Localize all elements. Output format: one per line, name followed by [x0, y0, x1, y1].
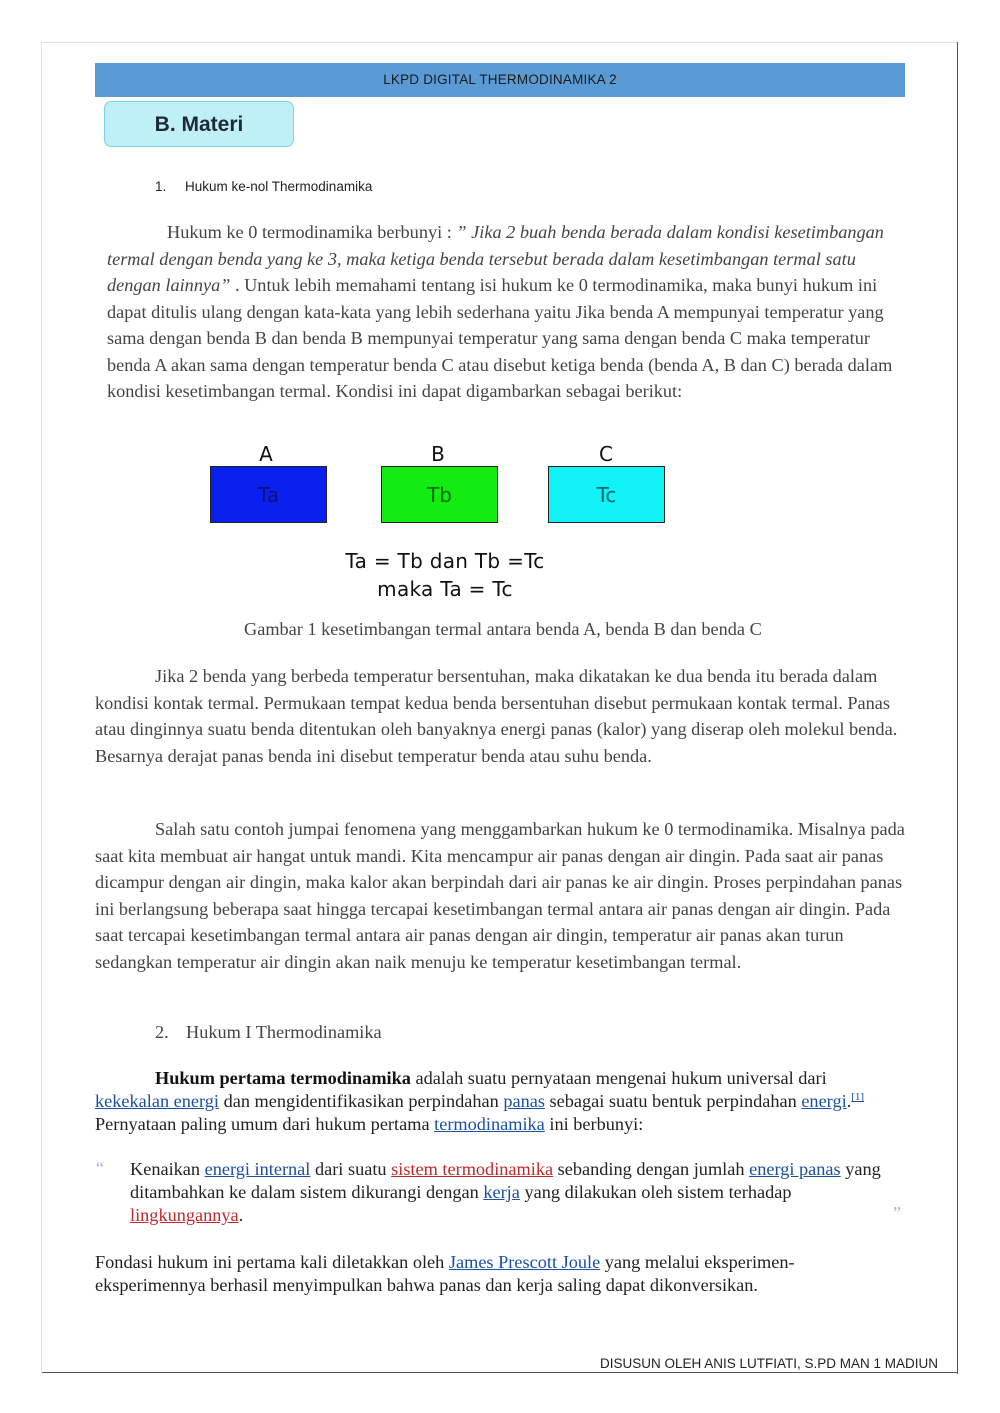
link-lingkungannya[interactable]: lingkungannya: [130, 1205, 239, 1225]
box-a: [210, 466, 327, 523]
link-energi-panas[interactable]: energi panas: [749, 1159, 841, 1179]
page-border-left: [41, 42, 42, 1372]
reference-1-link[interactable]: [1]: [851, 1090, 865, 1103]
section1-paragraph: [107, 219, 907, 405]
p3-text-1: Fondasi hukum ini pertama kali diletakkan oleh: [95, 1252, 449, 1272]
footer-author: DISUSUN OLEH ANIS LUTFIATI, S.PD MAN 1 MADIUN: [600, 1356, 939, 1371]
section2-paragraph-1: [95, 1067, 905, 1136]
q-text-2: dari suatu: [310, 1159, 392, 1179]
section1-number: 1.: [155, 179, 167, 194]
paragraph-2: [95, 663, 905, 769]
box-c-label: C: [599, 442, 613, 466]
box-b-text: Tb: [427, 483, 452, 507]
link-james-prescott-joule[interactable]: James Prescott Joule: [448, 1252, 601, 1272]
box-c-text: Tc: [596, 483, 617, 507]
link-energi[interactable]: energi: [801, 1091, 847, 1111]
box-b-label: B: [431, 442, 445, 466]
p1-text-4: .: [846, 1091, 852, 1111]
q-text-1: Kenaikan: [130, 1159, 205, 1179]
section2-title: Hukum I Thermodinamika: [186, 1022, 382, 1042]
q-text-6: .: [238, 1205, 244, 1225]
close-quote-icon: ”: [893, 1203, 901, 1223]
link-panas[interactable]: panas: [503, 1091, 545, 1111]
header-title: LKPD DIGITAL THERMODINAMIKA 2: [383, 72, 617, 87]
link-energi-internal[interactable]: energi internal: [204, 1159, 311, 1179]
section2-number: 2.: [155, 1022, 169, 1042]
q-text-4: yang ditambahkan ke dalam sistem dikurangi dengan: [130, 1159, 881, 1202]
p1-text-1: adalah suatu pernyataan mengenai hukum universal dari: [410, 1068, 827, 1088]
p1-text-5: Pernyataan paling umum dari hukum pertama: [95, 1114, 435, 1134]
p1-text-2: dan mengidentifikasikan perpindahan: [219, 1091, 504, 1111]
equation-line-1: Ta = Tb dan Tb =Tc: [345, 549, 545, 573]
section2-paragraph-3: [95, 1251, 905, 1297]
p3-text-2: yang melalui eksperimen-eksperimennya berhasil menyimpulkan bahwa panas dan kerja saling dapat dikonversikan.: [95, 1252, 795, 1295]
page-border-bottom: [42, 1372, 958, 1373]
section2-heading: [155, 1022, 382, 1043]
q-text-5: yang dilakukan oleh sistem terhadap: [519, 1182, 792, 1202]
first-law-term: Hukum pertama termodinamika: [155, 1068, 411, 1088]
q-text-3: sebanding dengan jumlah: [553, 1159, 750, 1179]
box-b: [381, 466, 498, 523]
p1-text-3: sebagai suatu bentuk perpindahan: [544, 1091, 802, 1111]
para1-rest: . Untuk lebih memahami tentang isi hukum ke 0 termodinamika, maka bunyi hukum ini dapat ditulis ulang dengan kata-kata yang lebih sederhana yaitu Jika benda A mempunyai temperatur yang sama dengan benda B dan benda B mempunyai temperatur yang sama dengan benda C maka temperatur benda A akan sama dengan temperatur benda C atau disebut ketiga benda (benda A, B dan C) berada dalam kondisi kesetimbangan termal. Kondisi ini dapat digambarkan sebagai berikut:: [107, 275, 893, 401]
page-border-right: [957, 42, 958, 1374]
section1-heading: [155, 179, 372, 194]
section-badge: [104, 101, 294, 147]
page-border-top: [42, 42, 958, 43]
section-label: B. Materi: [154, 113, 244, 136]
figure-caption: Gambar 1 kesetimbangan termal antara benda A, benda B dan benda C: [244, 619, 762, 639]
box-a-text: Ta: [257, 483, 280, 507]
header-bar: [95, 63, 905, 97]
paragraph-2-text: Jika 2 benda yang berbeda temperatur bersentuhan, maka dikatakan ke dua benda itu berada dalam kondisi kontak termal. Permukaan tempat kedua benda bersentuhan disebut permukaan kontak termal. Panas atau dinginnya suatu benda ditentukan oleh banyaknya energi panas (kalor) yang diserap oleh molekul benda. Besarnya derajat panas benda ini disebut temperatur benda atau suhu benda.: [95, 666, 898, 766]
para1-intro: Hukum ke 0 termodinamika berbunyi :: [167, 222, 457, 242]
open-quote-icon: “: [96, 1158, 104, 1178]
equation-line-2: maka Ta = Tc: [377, 577, 513, 601]
section1-title: Hukum ke-nol Thermodinamika: [185, 179, 373, 194]
link-kerja[interactable]: kerja: [483, 1182, 520, 1202]
p1-text-6: ini berbunyi:: [544, 1114, 644, 1134]
box-c: [548, 466, 665, 523]
link-kekekalan-energi[interactable]: kekekalan energi: [95, 1091, 220, 1111]
link-termodinamika[interactable]: termodinamika: [434, 1114, 545, 1134]
link-sistem-termodinamika[interactable]: sistem termodinamika: [391, 1159, 554, 1179]
paragraph-3-text: Salah satu contoh jumpai fenomena yang menggambarkan hukum ke 0 termodinamika. Misalnya pada saat kita membuat air hangat untuk mandi. Kita mencampur air panas dengan air dingin. Pada saat air panas dicampur dengan air dingin, maka kalor akan berpindah dari air panas ke air dingin. Proses perpindahan panas ini berlangsung beberapa saat hingga tercapai kesetimbangan termal antara air panas dengan air dingin. Pada saat tercapai kesetimbangan termal antara air panas dengan air dingin, temperatur air panas akan turun sedangkan temperatur air dingin akan naik menuju ke temperatur kesetimbangan termal.: [95, 819, 905, 972]
first-law-quote: [130, 1158, 890, 1227]
paragraph-3: [95, 816, 905, 975]
para1-quote: ” Jika 2 buah benda berada dalam kondisi kesetimbangan termal dengan benda yang ke 3, maka ketiga benda tersebut berada dalam kesetimbangan termal satu dengan lainnya”: [107, 222, 884, 295]
box-a-label: A: [259, 442, 273, 466]
